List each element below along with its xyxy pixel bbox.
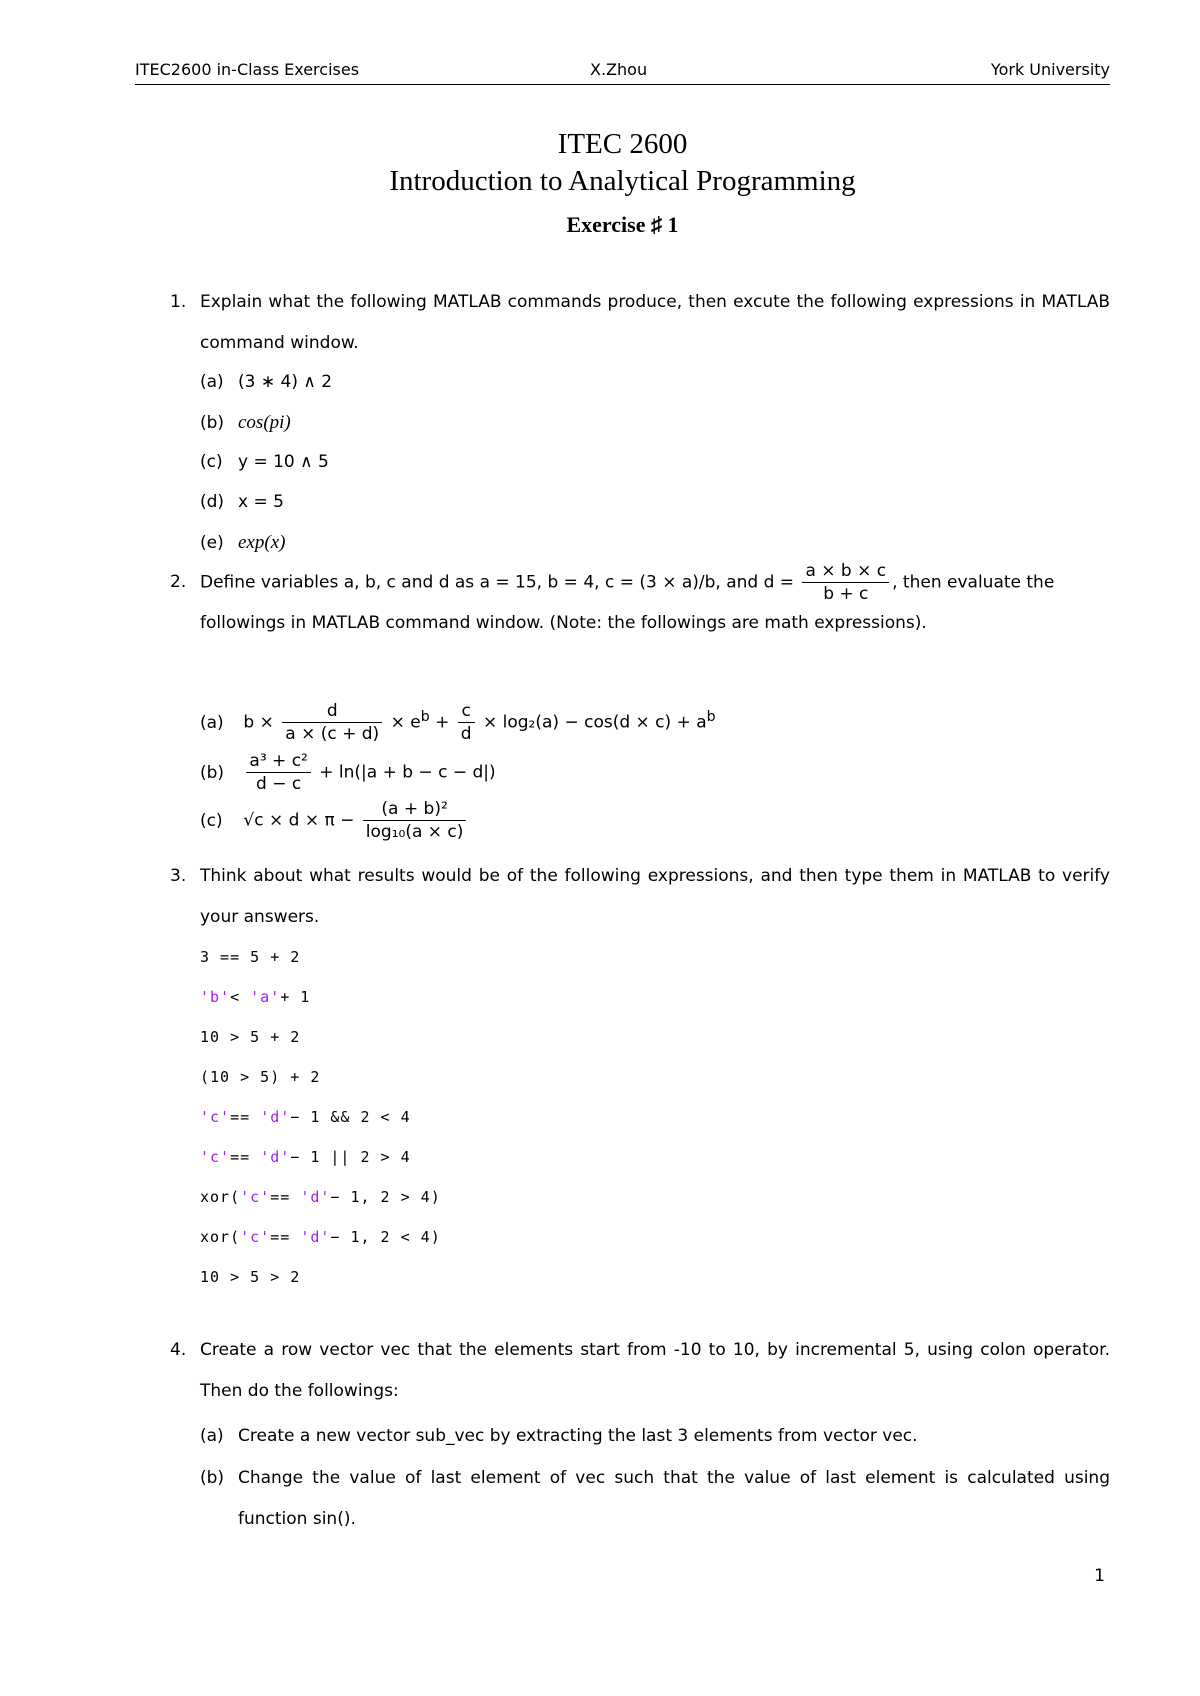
code-token: < [230,988,251,1006]
fraction [246,750,310,795]
code-token: 10 > 5 > 2 [200,1268,301,1286]
string-literal: 'c' [240,1228,271,1246]
q2-item-a [200,700,716,745]
question-text: Create a row vector vec that the elements start from -10 to 10, by incremental 5, using colon operator. Then do the followings: [200,1340,1110,1401]
item-text: Create a new vector sub_vec by extracting the last 3 elements from vector vec. [238,1426,918,1446]
exercise-title: Exercise ♯ 1 [566,212,679,237]
fraction [282,700,382,745]
fraction [363,798,467,843]
string-literal: 'd' [260,1148,291,1166]
fraction [458,700,475,745]
code-token: − 1, 2 < 4) [330,1228,441,1246]
code-token: == [230,1148,261,1166]
expr-part: √c × d × π − [243,810,355,831]
item-expression: y = 10 ∧ 5 [238,452,329,472]
item-expression: exp(x) [238,532,286,553]
question-text: Define variables a, b, c and d as a = 15, b = 4, c = (3 × a)/b, and d = [200,572,795,593]
course-subtitle: Introduction to Analytical Programming [389,165,856,197]
item-label: (b) [200,762,225,783]
code-token: + 1 [280,988,311,1006]
fraction-denominator: log₁₀(a × c) [365,822,464,842]
question-2 [170,560,1110,633]
expr-part: + ln(|a + b − c − d|) [319,762,496,783]
question-1 [170,282,1110,364]
fraction-denominator: b + c [823,584,869,604]
fraction-numerator: c [458,700,475,723]
item-label: (d) [200,492,225,512]
header-course: ITEC2600 in-Class Exercises [135,60,360,79]
code-token: == [230,1108,261,1126]
code-token: xor( [200,1188,241,1206]
fraction-denominator: a × (c + d) [285,724,380,744]
superscript: b [706,708,716,725]
question-text: Think about what results would be of the following expressions, and then type them in MATLAB to verify your answers. [200,866,1110,927]
code-token: 3 == 5 + 2 [200,948,301,966]
item-label: (c) [200,810,223,831]
code-token: − 1 || 2 > 4 [290,1148,411,1166]
code-line [200,1068,320,1086]
course-title: ITEC 2600 [557,128,688,160]
item-text: Change the value of last element of vec such that the value of last element is calculated using function sin(). [238,1468,1110,1529]
string-literal: 'd' [300,1188,331,1206]
question-number: 1. [170,292,187,312]
q4-item-a [200,1416,1110,1457]
code-token: == [270,1228,301,1246]
string-literal: 'd' [300,1228,331,1246]
item-label: (b) [200,1468,225,1488]
string-literal: 'c' [240,1188,271,1206]
item-expression: cos(pi) [238,412,291,433]
question-number: 3. [170,866,187,886]
code-token: − 1 && 2 < 4 [290,1108,411,1126]
string-literal: 'a' [250,988,281,1006]
q4-item-b [200,1458,1110,1540]
item-label: (e) [200,533,224,553]
q1-item [200,492,284,512]
code-token: (10 > 5) + 2 [200,1068,321,1086]
q1-item [200,412,291,434]
q1-item [200,452,329,472]
code-line [200,1228,441,1246]
code-token: − 1, 2 > 4) [330,1188,441,1206]
question-4 [170,1330,1110,1412]
expr-part: b × [243,712,274,733]
q2-item-b [200,750,496,795]
header-institution: York University [990,60,1110,79]
item-label: (a) [200,1426,224,1446]
item-expression: (3 ∗ 4) ∧ 2 [238,372,333,392]
code-line [200,988,310,1006]
code-line [200,948,300,966]
code-line [200,1188,441,1206]
code-line [200,1268,300,1286]
fraction-numerator: a³ + c² [246,750,310,773]
question-3 [170,856,1110,938]
q1-item [200,372,332,392]
string-literal: 'c' [200,1148,231,1166]
code-line [200,1028,300,1046]
code-token: == [270,1188,301,1206]
fraction [802,560,889,605]
string-literal: 'd' [260,1108,291,1126]
code-token: xor( [200,1228,241,1246]
code-token: 10 > 5 + 2 [200,1028,301,1046]
code-line [200,1148,411,1166]
item-label: (c) [200,452,223,472]
header-author: X.Zhou [590,60,648,79]
question-text: followings in MATLAB command window. (Note: the followings are math expressions). [200,613,927,633]
item-label: (a) [200,372,224,392]
fraction-numerator: (a + b)² [363,798,467,821]
item-label: (b) [200,413,225,433]
question-text: , then evaluate the [892,572,1055,593]
page-header [135,58,1110,85]
fraction-numerator: a × b × c [802,560,889,583]
title-block [135,126,1110,238]
expr-part: × log₂(a) − cos(d × c) + a [482,712,707,733]
string-literal: 'c' [200,1108,231,1126]
q1-item [200,532,285,554]
page-number: 1 [1094,1566,1105,1586]
code-line [200,1108,411,1126]
expr-part: + [435,712,450,733]
question-number: 2. [170,572,187,592]
string-literal: 'b' [200,988,231,1006]
item-expression: x = 5 [238,492,284,512]
question-text: Explain what the following MATLAB commands produce, then excute the following expressions in MATLAB command window. [200,292,1110,353]
superscript: b [420,708,430,725]
fraction-denominator: d − c [256,774,302,794]
question-number: 4. [170,1340,187,1360]
item-label: (a) [200,712,224,733]
fraction-denominator: d [460,724,472,744]
fraction-numerator: d [282,700,382,723]
q2-item-c [200,798,469,843]
expr-part: × e [390,712,421,733]
